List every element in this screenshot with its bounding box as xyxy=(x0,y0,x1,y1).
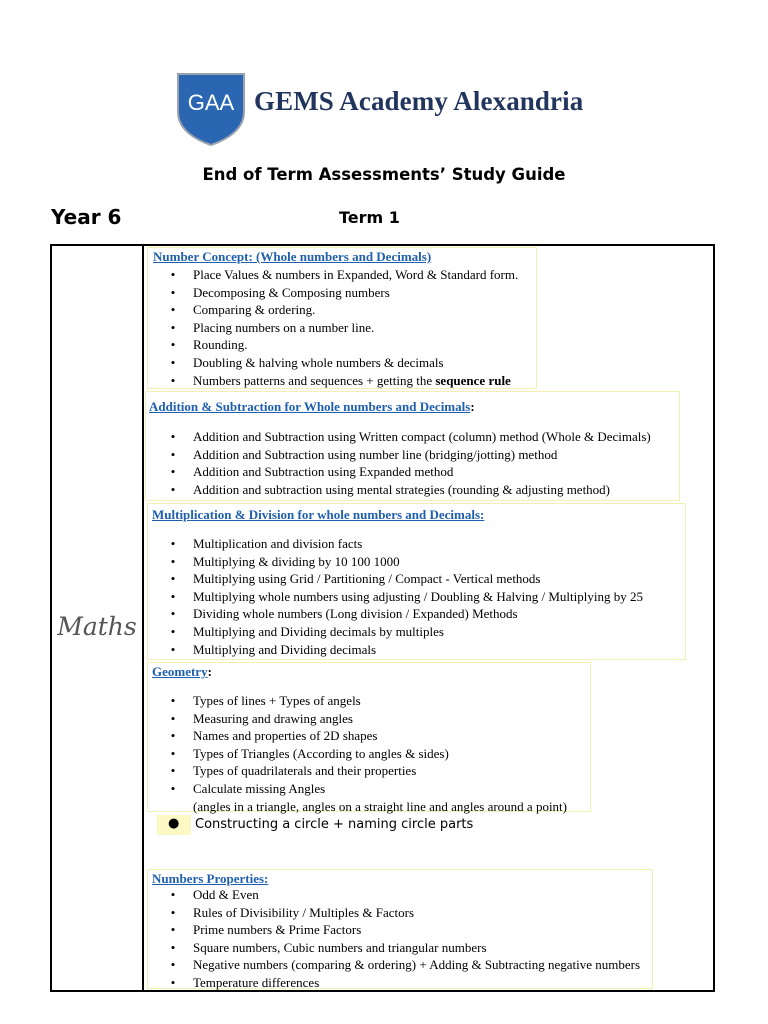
section-heading: Multiplication & Division for whole numbers and Decimals: xyxy=(152,507,485,522)
section-heading: Geometry: xyxy=(152,664,212,679)
section-heading: Addition & Subtraction for Whole numbers and Decimals: xyxy=(149,399,475,414)
list-item: • Square numbers, Cubic numbers and triangular numbers xyxy=(170,939,487,955)
list-item: • Comparing & ordering. xyxy=(170,302,316,318)
list-item: • Multiplying and Dividing decimals xyxy=(170,641,377,657)
year-label: Year 6 xyxy=(51,205,122,229)
shield-icon xyxy=(176,72,246,146)
school-logo xyxy=(176,72,606,146)
school-name: GEMS Academy Alexandria xyxy=(254,86,584,116)
list-item: • Multiplying & dividing by 10 100 1000 xyxy=(170,553,400,569)
list-item: • Rounding. xyxy=(170,337,248,353)
list-item: • Dividing whole numbers (Long division / Expanded) Methods xyxy=(170,606,518,622)
list-item: • Negative numbers (comparing & ordering) + Adding & Subtracting negative numbers xyxy=(170,957,641,973)
list-item: • Types of quadrilaterals and their properties xyxy=(170,763,417,779)
list-item: • Measuring and drawing angles xyxy=(170,710,353,726)
list-item: • Placing numbers on a number line. xyxy=(170,319,375,335)
list-item: • Addition and subtraction using mental strategies (rounding & adjusting method) xyxy=(170,481,611,497)
addition-subtraction-list xyxy=(166,428,651,498)
list-item: • Addition and Subtraction using Written compact (column) method (Whole & Decimals) xyxy=(170,429,651,444)
geometry-list xyxy=(166,692,567,815)
list-item: • Multiplication and division facts xyxy=(170,536,363,551)
document-title: End of Term Assessments’ Study Guide xyxy=(202,165,566,184)
numbers-properties-list xyxy=(166,886,640,992)
list-item: • Prime numbers & Prime Factors xyxy=(170,922,362,938)
multiplication-division-list xyxy=(166,535,643,658)
list-item: • Doubling & halving whole numbers & decimals xyxy=(170,354,444,370)
logo-text: GAA xyxy=(187,90,235,115)
term-label: Term 1 xyxy=(339,208,400,227)
list-item: • Numbers patterns and sequences + getting the sequence rule xyxy=(170,372,511,388)
section-heading: Numbers Properties: xyxy=(152,871,269,886)
list-item: • Multiplying whole numbers using adjusting / Doubling & Halving / Multiplying by 25 xyxy=(170,588,643,604)
list-item: • Place Values & numbers in Expanded, Word & Standard form. xyxy=(170,267,519,282)
list-item: • Types of lines + Types of angels xyxy=(170,693,361,708)
list-item: • Rules of Divisibility / Multiples & Factors xyxy=(170,904,414,920)
column-divider xyxy=(142,244,144,992)
list-item: • Multiplying using Grid / Partitioning / Compact - Vertical methods xyxy=(170,571,541,587)
list-item: • Addition and Subtraction using number line (bridging/jotting) method xyxy=(170,446,558,462)
list-item: • Addition and Subtraction using Expanded method xyxy=(170,464,454,480)
section-heading: Number Concept: (Whole numbers and Decimals) xyxy=(153,249,432,264)
list-item: • Names and properties of 2D shapes xyxy=(170,728,378,744)
list-item: • Decomposing & Composing numbers xyxy=(170,284,390,300)
list-item: • Temperature differences xyxy=(170,974,320,990)
list-item: • Odd & Even xyxy=(170,887,259,902)
number-concept-list xyxy=(166,266,518,389)
subject-label: Maths xyxy=(57,612,137,641)
list-item: • Multiplying and Dividing decimals by multiples xyxy=(170,623,444,639)
list-item: • Types of Triangles (According to angles & sides) xyxy=(170,745,449,761)
bold-term: sequence rule xyxy=(435,372,511,388)
list-item: • Calculate missing Angles xyxy=(170,780,326,796)
list-item-continuation: (angles in a triangle, angles on a straight line and angles around a point) xyxy=(193,798,567,814)
